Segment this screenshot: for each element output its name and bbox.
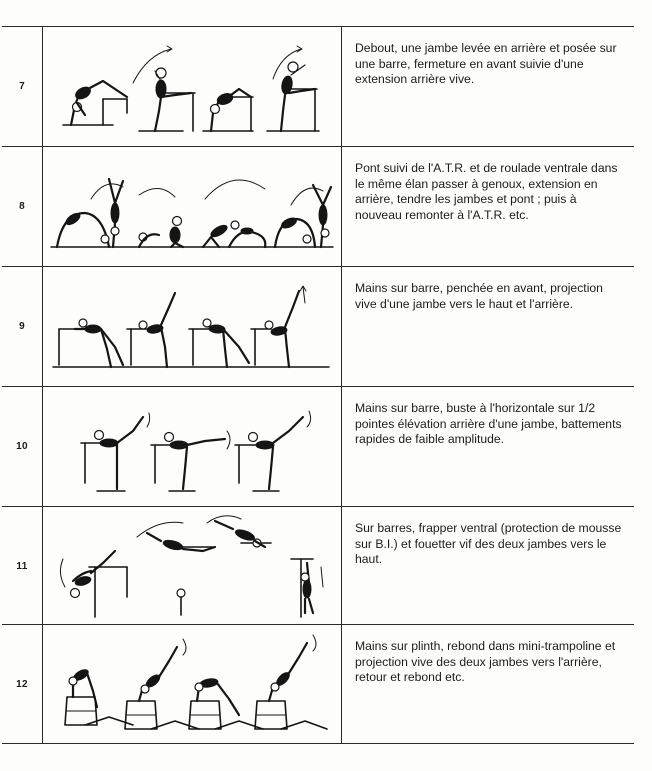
exercise-illustration-bridge-handstand-roll [42, 147, 342, 266]
exercise-table [2, 26, 634, 744]
exercise-row-8 [2, 146, 634, 266]
exercise-description: Mains sur barre, buste à l'horizontale sur 1/2 pointes élévation arrière d'une jambe, battements rapides de faible amplitude. [355, 401, 622, 446]
exercise-number: 10 [16, 441, 28, 452]
exercise-description: Mains sur barre, penchée en avant, projection vive d'une jambe vers le haut et l'arrière. [355, 281, 603, 311]
illustration-svg [43, 267, 341, 385]
exercise-number: 11 [16, 561, 28, 572]
exercise-number: 9 [19, 321, 25, 332]
exercise-illustration-battements [42, 387, 342, 506]
illustration-svg [43, 27, 341, 145]
table-bottom-rule [2, 743, 634, 744]
exercise-row-7 [2, 26, 634, 146]
exercise-number: 8 [19, 201, 25, 212]
exercise-number: 12 [16, 679, 28, 690]
illustration-svg [43, 625, 341, 743]
illustration-svg [43, 507, 341, 625]
exercise-description: Sur barres, frapper ventral (protection de mousse sur B.I.) et fouetter vif des deux jambes vers le haut. [355, 521, 622, 566]
exercise-description: Mains sur plinth, rebond dans mini-trampoline et projection vive des deux jambes vers l'arrière, retour et rebond etc. [355, 639, 616, 684]
exercise-description: Pont suivi de l'A.T.R. et de roulade ventrale dans le même élan passer à genoux, extension en arrière, tendre les jambes et pont ; puis à nouveau remonter à l'A.T.R. etc. [355, 161, 618, 222]
exercise-illustration-uneven-bars [42, 507, 342, 626]
exercise-row-11 [2, 506, 634, 626]
exercise-description: Debout, une jambe levée en arrière et posée sur une barre, fermeture en avant suivie d'une extension arrière vive. [355, 41, 617, 86]
exercise-row-9 [2, 266, 634, 386]
exercise-illustration-leg-projection [42, 267, 342, 386]
exercise-row-12 [2, 624, 634, 744]
exercise-illustration-plinth-trampoline [42, 625, 342, 744]
exercise-row-10 [2, 386, 634, 506]
exercise-illustration-leg-on-bar [42, 27, 342, 146]
illustration-svg [43, 387, 341, 505]
exercise-number: 7 [19, 81, 25, 92]
illustration-svg [43, 147, 341, 265]
